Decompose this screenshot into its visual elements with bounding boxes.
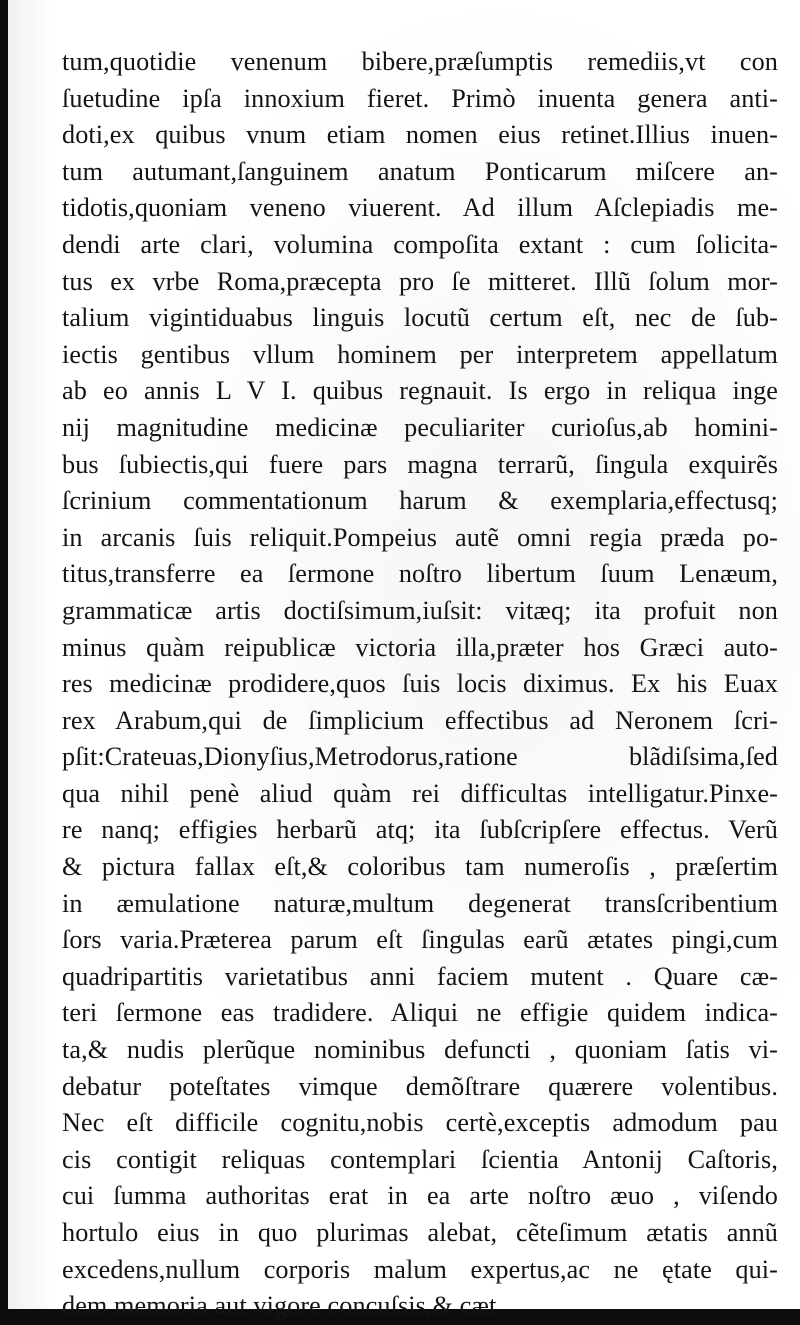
text-line: rex Arabum,qui de ſimplicium effectibus ad Neronem ſcri- — [62, 705, 778, 735]
text-line: dendi arte clari, volumina compoſita extant : cum ſolicita- — [62, 229, 778, 259]
text-line-last: dem memoria aut vigore concuſsis,& cæt. — [62, 1291, 503, 1321]
text-line: debatur poteſtates vimque demõſtrare quærere volentibus. — [62, 1071, 778, 1101]
text-line: teri ſermone eas tradidere. Aliqui ne effigie quidem indica- — [62, 998, 778, 1028]
text-line: talium vigintiduabus linguis locutũ certum eſt, nec de ſub- — [62, 303, 778, 333]
text-line: re nanq; effigies herbarũ atq; ita ſubſcripſere effectus. Verũ — [62, 815, 778, 845]
text-line: excedens,nullum corporis malum expertus,ac ne ętate qui- — [62, 1254, 778, 1284]
latin-text-block — [62, 44, 778, 1325]
text-line: cui ſumma authoritas erat in ea arte noſtro æuo , viſendo — [62, 1181, 778, 1211]
text-line: tidotis,quoniam veneno viuerent. Ad illum Aſclepiadis me- — [62, 193, 778, 223]
text-line: ab eo annis L V I. quibus regnauit. Is ergo in reliqua inge — [62, 376, 778, 406]
text-line: in æmulatione naturæ,multum degenerat transſcribentium — [62, 888, 778, 918]
text-line: tus ex vrbe Roma,præcepta pro ſe mitteret. Illũ ſolum mor- — [62, 266, 778, 296]
text-line: bus ſubiectis,qui fuere pars magna terrarũ, ſingula exquirẽs — [62, 449, 778, 479]
book-page — [8, 0, 800, 1321]
text-line: ſcrinium commentationum harum & exemplaria,effectusq; — [62, 486, 778, 516]
text-line: tum autumant,ſanguinem anatum Ponticarum miſcere an- — [62, 156, 778, 186]
text-line: pſit:Crateuas,Dionyſius,Metrodorus,ratione blãdiſsima,ſed — [62, 742, 778, 772]
text-line: nij magnitudine medicinæ peculiariter curioſus,ab homini- — [62, 412, 778, 442]
text-line: Nec eſt difficile cognitu,nobis certè,exceptis admodum pau — [62, 1108, 778, 1138]
text-line: titus,transferre ea ſermone noſtro libertum ſuum Lenæum, — [62, 559, 778, 589]
text-line: hortulo eius in quo plurimas alebat, cẽteſimum ætatis annũ — [62, 1218, 778, 1247]
text-line: ta,& nudis plerũque nominibus defuncti , quoniam ſatis vi- — [62, 1035, 778, 1065]
text-line: ſuetudine ipſa innoxium fieret. Primò inuenta genera anti- — [62, 83, 778, 113]
text-line: doti,ex quibus vnum etiam nomen eius retinet.Illius inuen- — [62, 120, 778, 150]
text-line: & pictura fallax eſt,& coloribus tam numeroſis , præſertim — [62, 852, 778, 882]
text-line: res medicinæ prodidere,quos ſuis locis diximus. Ex his Euax — [62, 669, 778, 699]
text-line: cis contigit reliquas contemplari ſcientia Antonij Caſtoris, — [62, 1144, 778, 1174]
text-line: tum,quotidie venenum bibere,præſumptis remediis,vt con — [62, 47, 778, 76]
text-line: iectis gentibus vllum hominem per interpretem appellatum — [62, 339, 778, 369]
text-line: minus quàm reipublicæ victoria illa,præter hos Græci auto- — [62, 632, 778, 662]
text-line: in arcanis ſuis reliquit.Pompeius autẽ omni regia præda po- — [62, 522, 778, 552]
text-line: grammaticæ artis doctiſsimum,iuſsit: vitæq; ita profuit non — [62, 595, 778, 625]
text-line: ſors varia.Præterea parum eſt ſingulas earũ ætates pingi,cum — [62, 925, 778, 955]
text-line: quadripartitis varietatibus anni faciem mutent . Quare cæ- — [62, 961, 778, 991]
text-line: qua nihil penè aliud quàm rei difficultas intelligatur.Pinxe- — [62, 778, 778, 808]
